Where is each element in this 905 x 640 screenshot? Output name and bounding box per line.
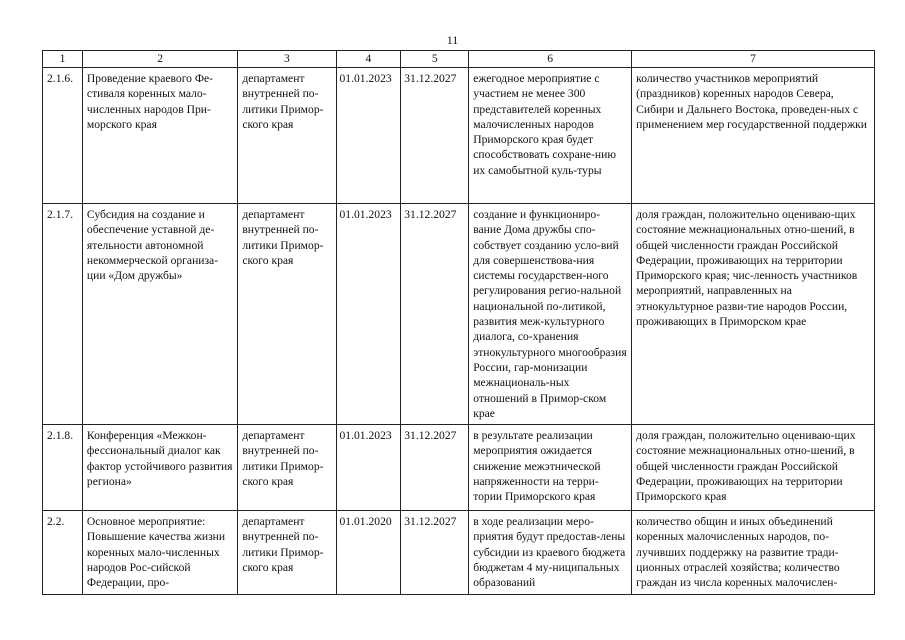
column-header-2: 2: [82, 51, 237, 68]
header-row: [43, 51, 875, 68]
activity-name: Субсидия на создание и обеспечение уставной де-ятельности автономной некоммерческой организа-ции «Дом дружбы»: [82, 204, 237, 425]
column-header-4: 4: [336, 51, 401, 68]
executor: департамент внутренней по-литики Примор-ского края: [238, 511, 336, 594]
indicator: количество участников мероприятий (праздников) коренных народов Севера, Сибири и Дальнего Востока, проведен-ных с применением мер государственной поддержки: [632, 68, 875, 204]
row-number: 2.1.7.: [43, 204, 83, 425]
expected-result: в результате реализации мероприятия ожидается снижение межэтнической напряженности на терри-тории Приморского края: [469, 425, 632, 511]
row-number: 2.1.8.: [43, 425, 83, 511]
expected-result: ежегодное мероприятие с участием не менее 300 представителей коренных малочисленных народов Приморского края будет способствовать сохране-нию их самобытной куль-туры: [469, 68, 632, 204]
table-row: [43, 68, 875, 204]
end-date: 31.12.2027: [401, 511, 469, 594]
column-header-1: 1: [43, 51, 83, 68]
end-date: 31.12.2027: [401, 425, 469, 511]
row-number: 2.2.: [43, 511, 83, 594]
column-header-3: 3: [238, 51, 336, 68]
indicator: доля граждан, положительно оцениваю-щих состояние межнациональных отно-шений, в общей численности граждан Российской Федерации, проживающих на территории Приморского края: [632, 425, 875, 511]
table-row: [43, 511, 875, 594]
executor: департамент внутренней по-литики Примор-ского края: [238, 204, 336, 425]
expected-result: в ходе реализации меро-приятия будут предостав-лены субсидии из краевого бюджета бюджетам 4 му-ниципальных образований: [469, 511, 632, 594]
expected-result: создание и функциониро-вание Дома дружбы спо-собствует созданию усло-вий для совершенствова-ния системы государствен-ного регулирования регио-нальной национальной по-литикой, развития меж-культурного диалога, со-хранения этнокультурного многообразия России, гар-монизации межнациональ-ных отношений в Примор-ском крае: [469, 204, 632, 425]
table-row: [43, 425, 875, 511]
start-date: 01.01.2020: [336, 511, 401, 594]
activity-name: Конференция «Межкон-фессиональный диалог как фактор устойчивого развития региона»: [82, 425, 237, 511]
column-header-7: 7: [632, 51, 875, 68]
indicator: доля граждан, положительно оцениваю-щих состояние межнациональных отно-шений, в общей численности граждан Российской Федерации, проживающих на территории Приморского края; чис-ленность участников мероприятий, направленных на этнокультурное разви-тие народов России, проживающих в Приморском крае: [632, 204, 875, 425]
row-number: 2.1.6.: [43, 68, 83, 204]
start-date: 01.01.2023: [336, 204, 401, 425]
column-header-6: 6: [469, 51, 632, 68]
executor: департамент внутренней по-литики Примор-ского края: [238, 425, 336, 511]
table-row: [43, 204, 875, 425]
end-date: 31.12.2027: [401, 68, 469, 204]
page-number: 11: [446, 33, 459, 47]
column-header-5: 5: [401, 51, 469, 68]
end-date: 31.12.2027: [401, 204, 469, 425]
start-date: 01.01.2023: [336, 425, 401, 511]
indicator: количество общин и иных объединений коренных малочисленных народов, по-лучивших поддержку на развитие тради-ционных отраслей хозяйства; количество граждан из числа коренных малочислен-: [632, 511, 875, 594]
activity-name: Проведение краевого Фе-стиваля коренных мало-численных народов При-морского края: [82, 68, 237, 204]
activity-name: Основное мероприятие: Повышение качества жизни коренных мало-численных народов Рос-сийской Федерации, про-: [82, 511, 237, 594]
executor: департамент внутренней по-литики Примор-ского края: [238, 68, 336, 204]
activities-table: [42, 50, 875, 595]
start-date: 01.01.2023: [336, 68, 401, 204]
